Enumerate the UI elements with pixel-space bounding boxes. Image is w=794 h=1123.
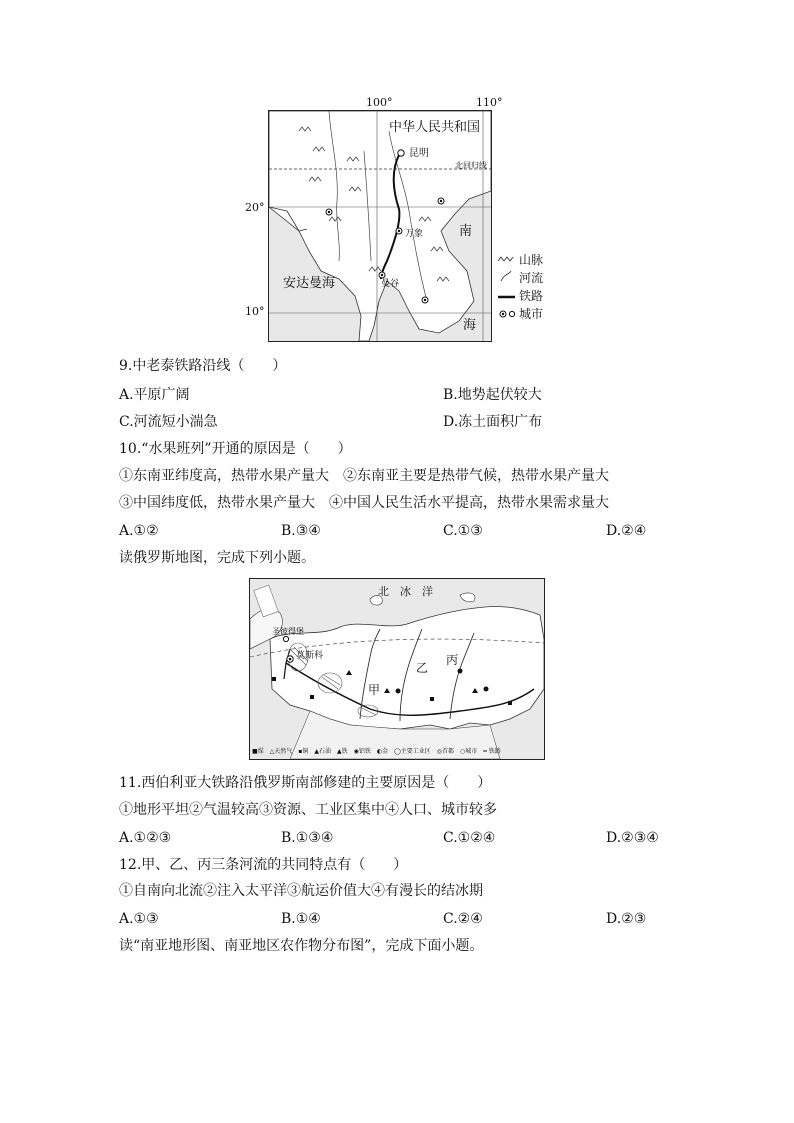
bangkok-label: 曼谷 — [381, 279, 400, 289]
moscow-label: 莫斯科 — [296, 651, 324, 661]
kunming-label: 昆明 — [409, 148, 429, 159]
russia-map-graphic — [250, 579, 544, 759]
q10-option-a[interactable]: A.①② — [119, 523, 159, 539]
q9-option-a[interactable]: A.平原广阔 — [119, 387, 190, 403]
st-petersburg-label: 圣彼得堡 — [272, 627, 304, 636]
q11-option-c[interactable]: C.①②④ — [443, 830, 496, 846]
south-china-sea-label-2: 海 — [463, 318, 477, 333]
river-bing-label: 丙 — [446, 653, 459, 667]
q9-option-b[interactable]: B.地势起伏较大 — [443, 387, 542, 403]
map1-legend-symbols — [497, 253, 517, 319]
russia-intro: 读俄罗斯地图，完成下列小题。 — [119, 550, 315, 566]
river-yi-label: 乙 — [416, 661, 429, 675]
vientiane-label: 万象 — [405, 229, 424, 239]
river-jia-label: 甲 — [368, 683, 381, 697]
legend-mountain: 山脉 — [519, 253, 544, 267]
russia-map — [249, 578, 545, 760]
q11-option-a[interactable]: A.①②③ — [119, 830, 172, 846]
q9-option-d[interactable]: D.冻土面积广布 — [443, 414, 543, 430]
q9-stem: 9.中老泰铁路沿线（ ） — [119, 358, 287, 374]
lon-100-label: 100° — [366, 96, 393, 109]
south-china-sea-label-1: 南 — [459, 224, 473, 239]
q12-option-c[interactable]: C.②④ — [443, 911, 483, 927]
legend-river: 河流 — [519, 271, 544, 285]
q10-option-b[interactable]: B.③④ — [281, 523, 321, 539]
andaman-sea-label: 安达曼海 — [283, 276, 336, 291]
q9-option-c[interactable]: C.河流短小湍急 — [119, 414, 218, 430]
q11-stem: 11.西伯利亚大铁路沿俄罗斯南部修建的主要原因是（ ） — [119, 775, 492, 791]
q10-stem: 10.“水果班列”开通的原因是（ ） — [119, 441, 352, 457]
q10-statement-line-1: ①东南亚纬度高，热带水果产量大 ②东南亚主要是热带气候，热带水果产量大 — [119, 468, 609, 484]
q11-statements: ①地形平坦②气温较高③资源、工业区集中④人口、城市较多 — [119, 802, 497, 818]
arctic-ocean-label: 北 冰 洋 — [378, 585, 433, 598]
southeast-asia-map-graphic — [269, 111, 491, 341]
q12-option-b[interactable]: B.①④ — [281, 911, 321, 927]
q11-option-b[interactable]: B.①③④ — [281, 830, 334, 846]
q12-option-a[interactable]: A.①③ — [119, 911, 159, 927]
southeast-asia-map — [268, 110, 492, 342]
map1-legend — [497, 251, 557, 321]
q12-stem: 12.甲、乙、丙三条河流的共同特点有（ ） — [119, 857, 408, 873]
q10-option-c[interactable]: C.①③ — [443, 523, 483, 539]
lat-20-label: 20° — [245, 201, 265, 214]
russia-map-legend: ■煤 △天然气 ▪铜 ▲石油 ▲铁 ◉铝铁 ◐金 ◯主要工业区 ◎首都 ○城市 ━ 铁路 — [252, 748, 501, 755]
q11-option-d[interactable]: D.②③④ — [606, 830, 659, 846]
q12-statements: ①自南向北流②注入太平洋③航运价值大④有漫长的结冰期 — [119, 883, 483, 899]
lon-110-label: 110° — [476, 96, 503, 109]
china-label: 中华人民共和国 — [389, 120, 481, 135]
q10-statement-line-2: ③中国纬度低，热带水果产量大 ④中国人民生活水平提高，热带水果需求量大 — [119, 495, 609, 511]
lat-10-label: 10° — [245, 305, 265, 318]
south-asia-intro: 读“南亚地形图、南亚地区农作物分布图”，完成下面小题。 — [119, 938, 484, 954]
legend-city: 城市 — [519, 307, 544, 321]
legend-railway: 铁路 — [519, 289, 544, 303]
q10-option-d[interactable]: D.②④ — [606, 523, 647, 539]
tropic-label: 北回归线 — [455, 161, 487, 170]
q12-option-d[interactable]: D.②③ — [606, 911, 647, 927]
